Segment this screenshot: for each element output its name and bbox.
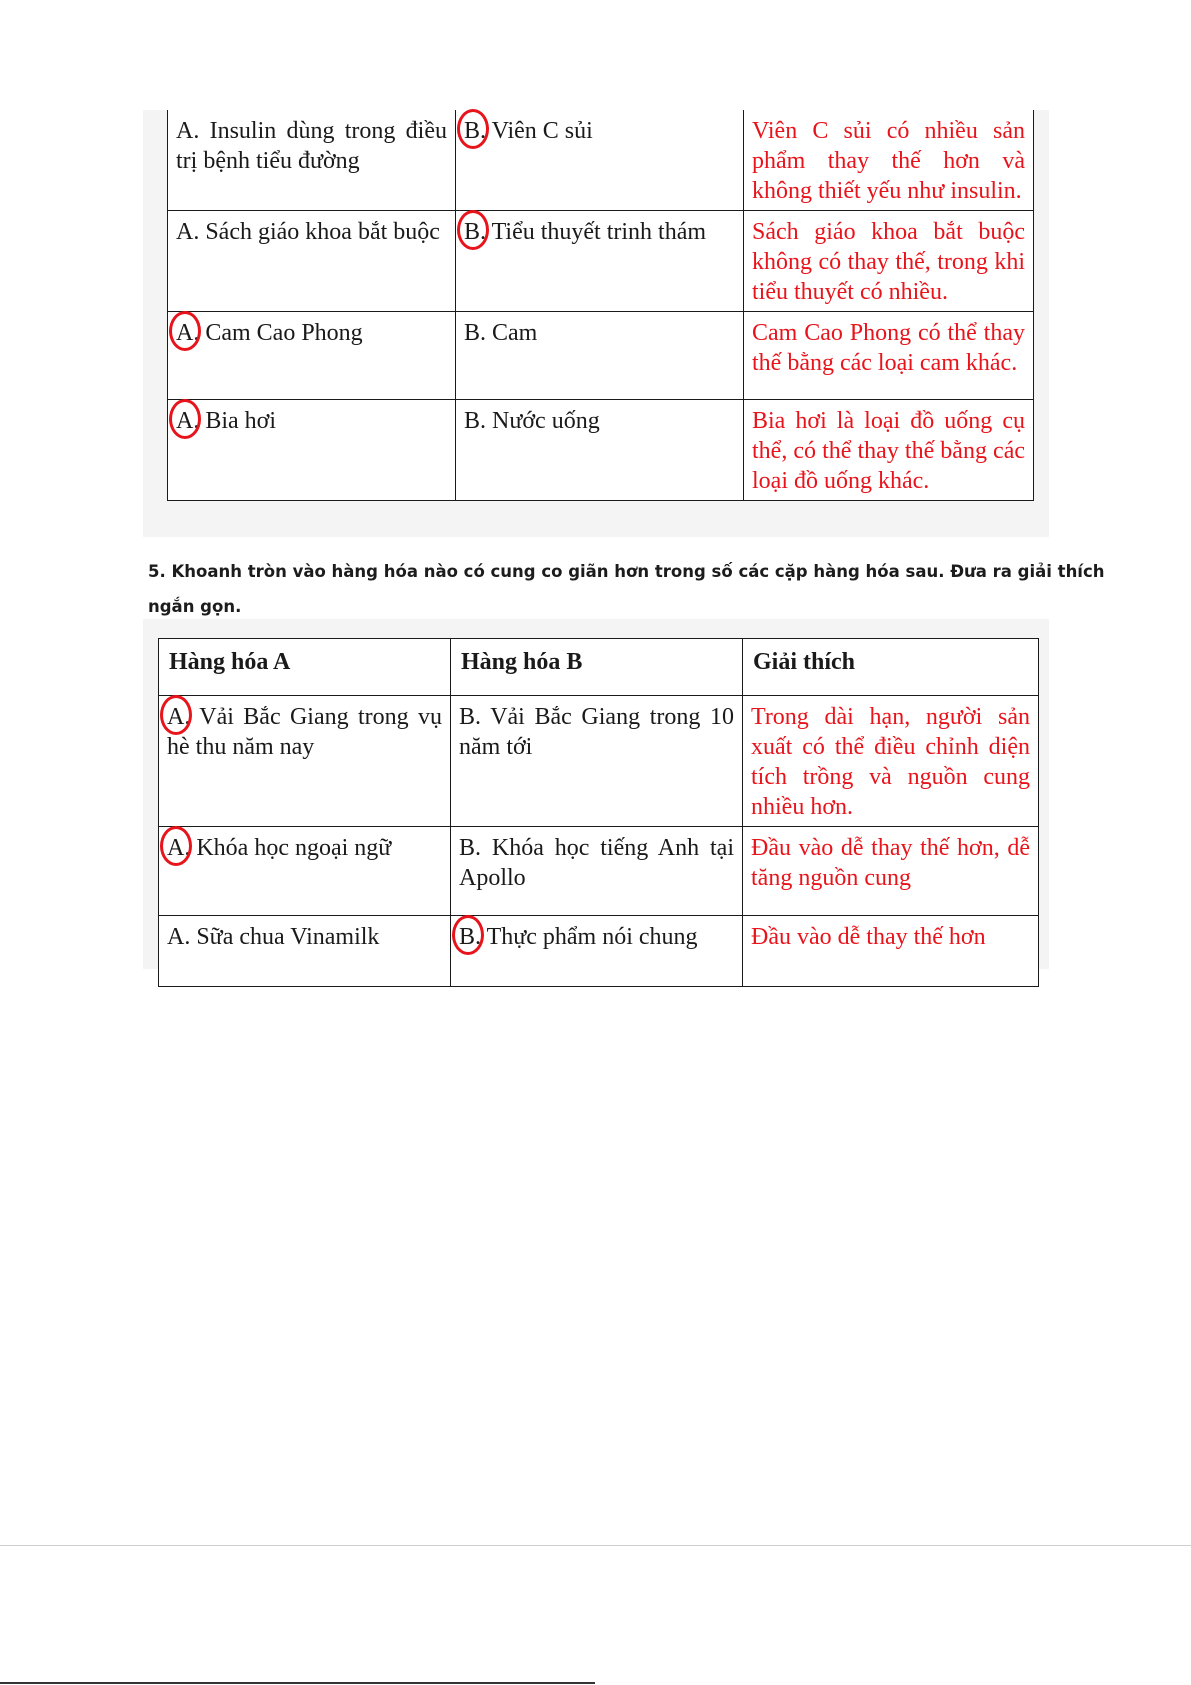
circled-option — [167, 702, 190, 732]
circle-mark — [169, 399, 201, 439]
good-a-text: A. Insulin dùng trong điều trị bệnh tiểu đường — [176, 118, 447, 174]
answer-table-2 — [158, 638, 1039, 987]
header-good-a: Hàng hóa A — [159, 639, 451, 696]
circled-option — [459, 922, 481, 952]
good-a-text: Bia hơi — [199, 408, 277, 434]
good-b-text: Viên C sủi — [486, 118, 593, 144]
explanation-cell — [743, 916, 1039, 987]
explanation-text: Viên C sủi có nhiều sản phẩm thay thế hơn và không thiết yếu như insulin. — [752, 118, 1025, 204]
circled-option — [464, 116, 486, 146]
explanation-cell — [744, 312, 1034, 400]
explanation-text: Sách giáo khoa bắt buộc không có thay thế, trong khi tiểu thuyết có nhiều. — [752, 219, 1025, 305]
table-row — [168, 312, 1034, 400]
good-a-cell — [159, 916, 451, 987]
table-row — [159, 916, 1039, 987]
table-row — [168, 110, 1034, 211]
option-letter: A. — [167, 835, 191, 861]
table-header-row — [159, 639, 1039, 696]
good-a-cell — [168, 211, 456, 312]
good-a-cell — [168, 312, 456, 400]
circle-mark — [160, 826, 192, 866]
circle-mark — [452, 915, 484, 955]
table-row — [168, 400, 1034, 501]
circle-mark — [169, 311, 201, 351]
explanation-text: Đầu vào dễ thay thế hơn — [751, 924, 986, 950]
explanation-text: Trong dài hạn, người sản xuất có thể điều chỉnh diện tích trồng và nguồn cung nhiều hơn. — [751, 704, 1030, 820]
good-b-cell — [456, 211, 744, 312]
good-b-cell — [456, 400, 744, 501]
explanation-cell — [744, 211, 1034, 312]
header-good-b: Hàng hóa B — [451, 639, 743, 696]
explanation-cell — [743, 696, 1039, 827]
footer-divider — [0, 1545, 1191, 1546]
circled-option — [167, 833, 190, 863]
good-a-text: Khóa học ngoại ngữ — [190, 835, 392, 861]
good-b-cell — [451, 827, 743, 916]
good-b-cell — [456, 312, 744, 400]
option-letter: B. — [464, 219, 487, 245]
good-a-cell — [159, 827, 451, 916]
good-a-text: Cam Cao Phong — [199, 320, 363, 346]
explanation-cell — [743, 827, 1039, 916]
explanation-text: Bia hơi là loại đồ uống cụ thể, có thể thay thế bằng các loại đồ uống khác. — [752, 408, 1025, 494]
good-a-text: A. Sách giáo khoa bắt buộc — [176, 219, 440, 245]
option-letter: B. — [464, 118, 487, 144]
circle-mark — [457, 210, 489, 250]
explanation-text: Cam Cao Phong có thể thay thế bằng các loại cam khác. — [752, 320, 1025, 376]
table-row — [159, 827, 1039, 916]
good-a-text: Vải Bắc Giang trong vụ hè thu năm nay — [167, 704, 442, 760]
answer-table-1 — [167, 110, 1034, 501]
explanation-text: Đầu vào dễ thay thế hơn, dễ tăng nguồn cung — [751, 835, 1030, 891]
good-a-cell — [168, 110, 456, 211]
good-a-text: A. Sữa chua Vinamilk — [167, 924, 380, 950]
option-letter: A. — [176, 320, 200, 346]
good-a-cell — [168, 400, 456, 501]
good-b-cell — [451, 696, 743, 827]
header-explanation: Giải thích — [743, 639, 1039, 696]
circled-option — [176, 406, 199, 436]
good-b-text: B. Khóa học tiếng Anh tại Apollo — [459, 835, 734, 891]
option-letter: A. — [176, 408, 200, 434]
good-b-text: B. Cam — [464, 320, 538, 346]
question-5 — [148, 554, 1191, 624]
table-row — [168, 211, 1034, 312]
circle-mark — [160, 695, 192, 735]
circled-option — [464, 217, 486, 247]
explanation-cell — [744, 110, 1034, 211]
circle-mark — [457, 109, 489, 149]
good-b-text: Tiểu thuyết trinh thám — [486, 219, 707, 245]
good-b-cell — [456, 110, 744, 211]
good-b-text: B. Nước uống — [464, 408, 600, 434]
explanation-cell — [744, 400, 1034, 501]
good-b-cell — [451, 916, 743, 987]
circled-option — [176, 318, 199, 348]
table-row — [159, 696, 1039, 827]
good-a-cell — [159, 696, 451, 827]
question-line-1: 5. Khoanh tròn vào hàng hóa nào có cung co giãn hơn trong số các cặp hàng hóa sau. Đưa ra giải thích — [148, 562, 1105, 581]
good-b-text: Thực phẩm nói chung — [481, 924, 698, 950]
option-letter: A. — [167, 704, 191, 730]
question-line-2: ngắn gọn. — [148, 597, 242, 616]
option-letter: B. — [459, 924, 482, 950]
good-b-text: B. Vải Bắc Giang trong 10 năm tới — [459, 704, 734, 760]
bottom-divider — [0, 1682, 595, 1684]
